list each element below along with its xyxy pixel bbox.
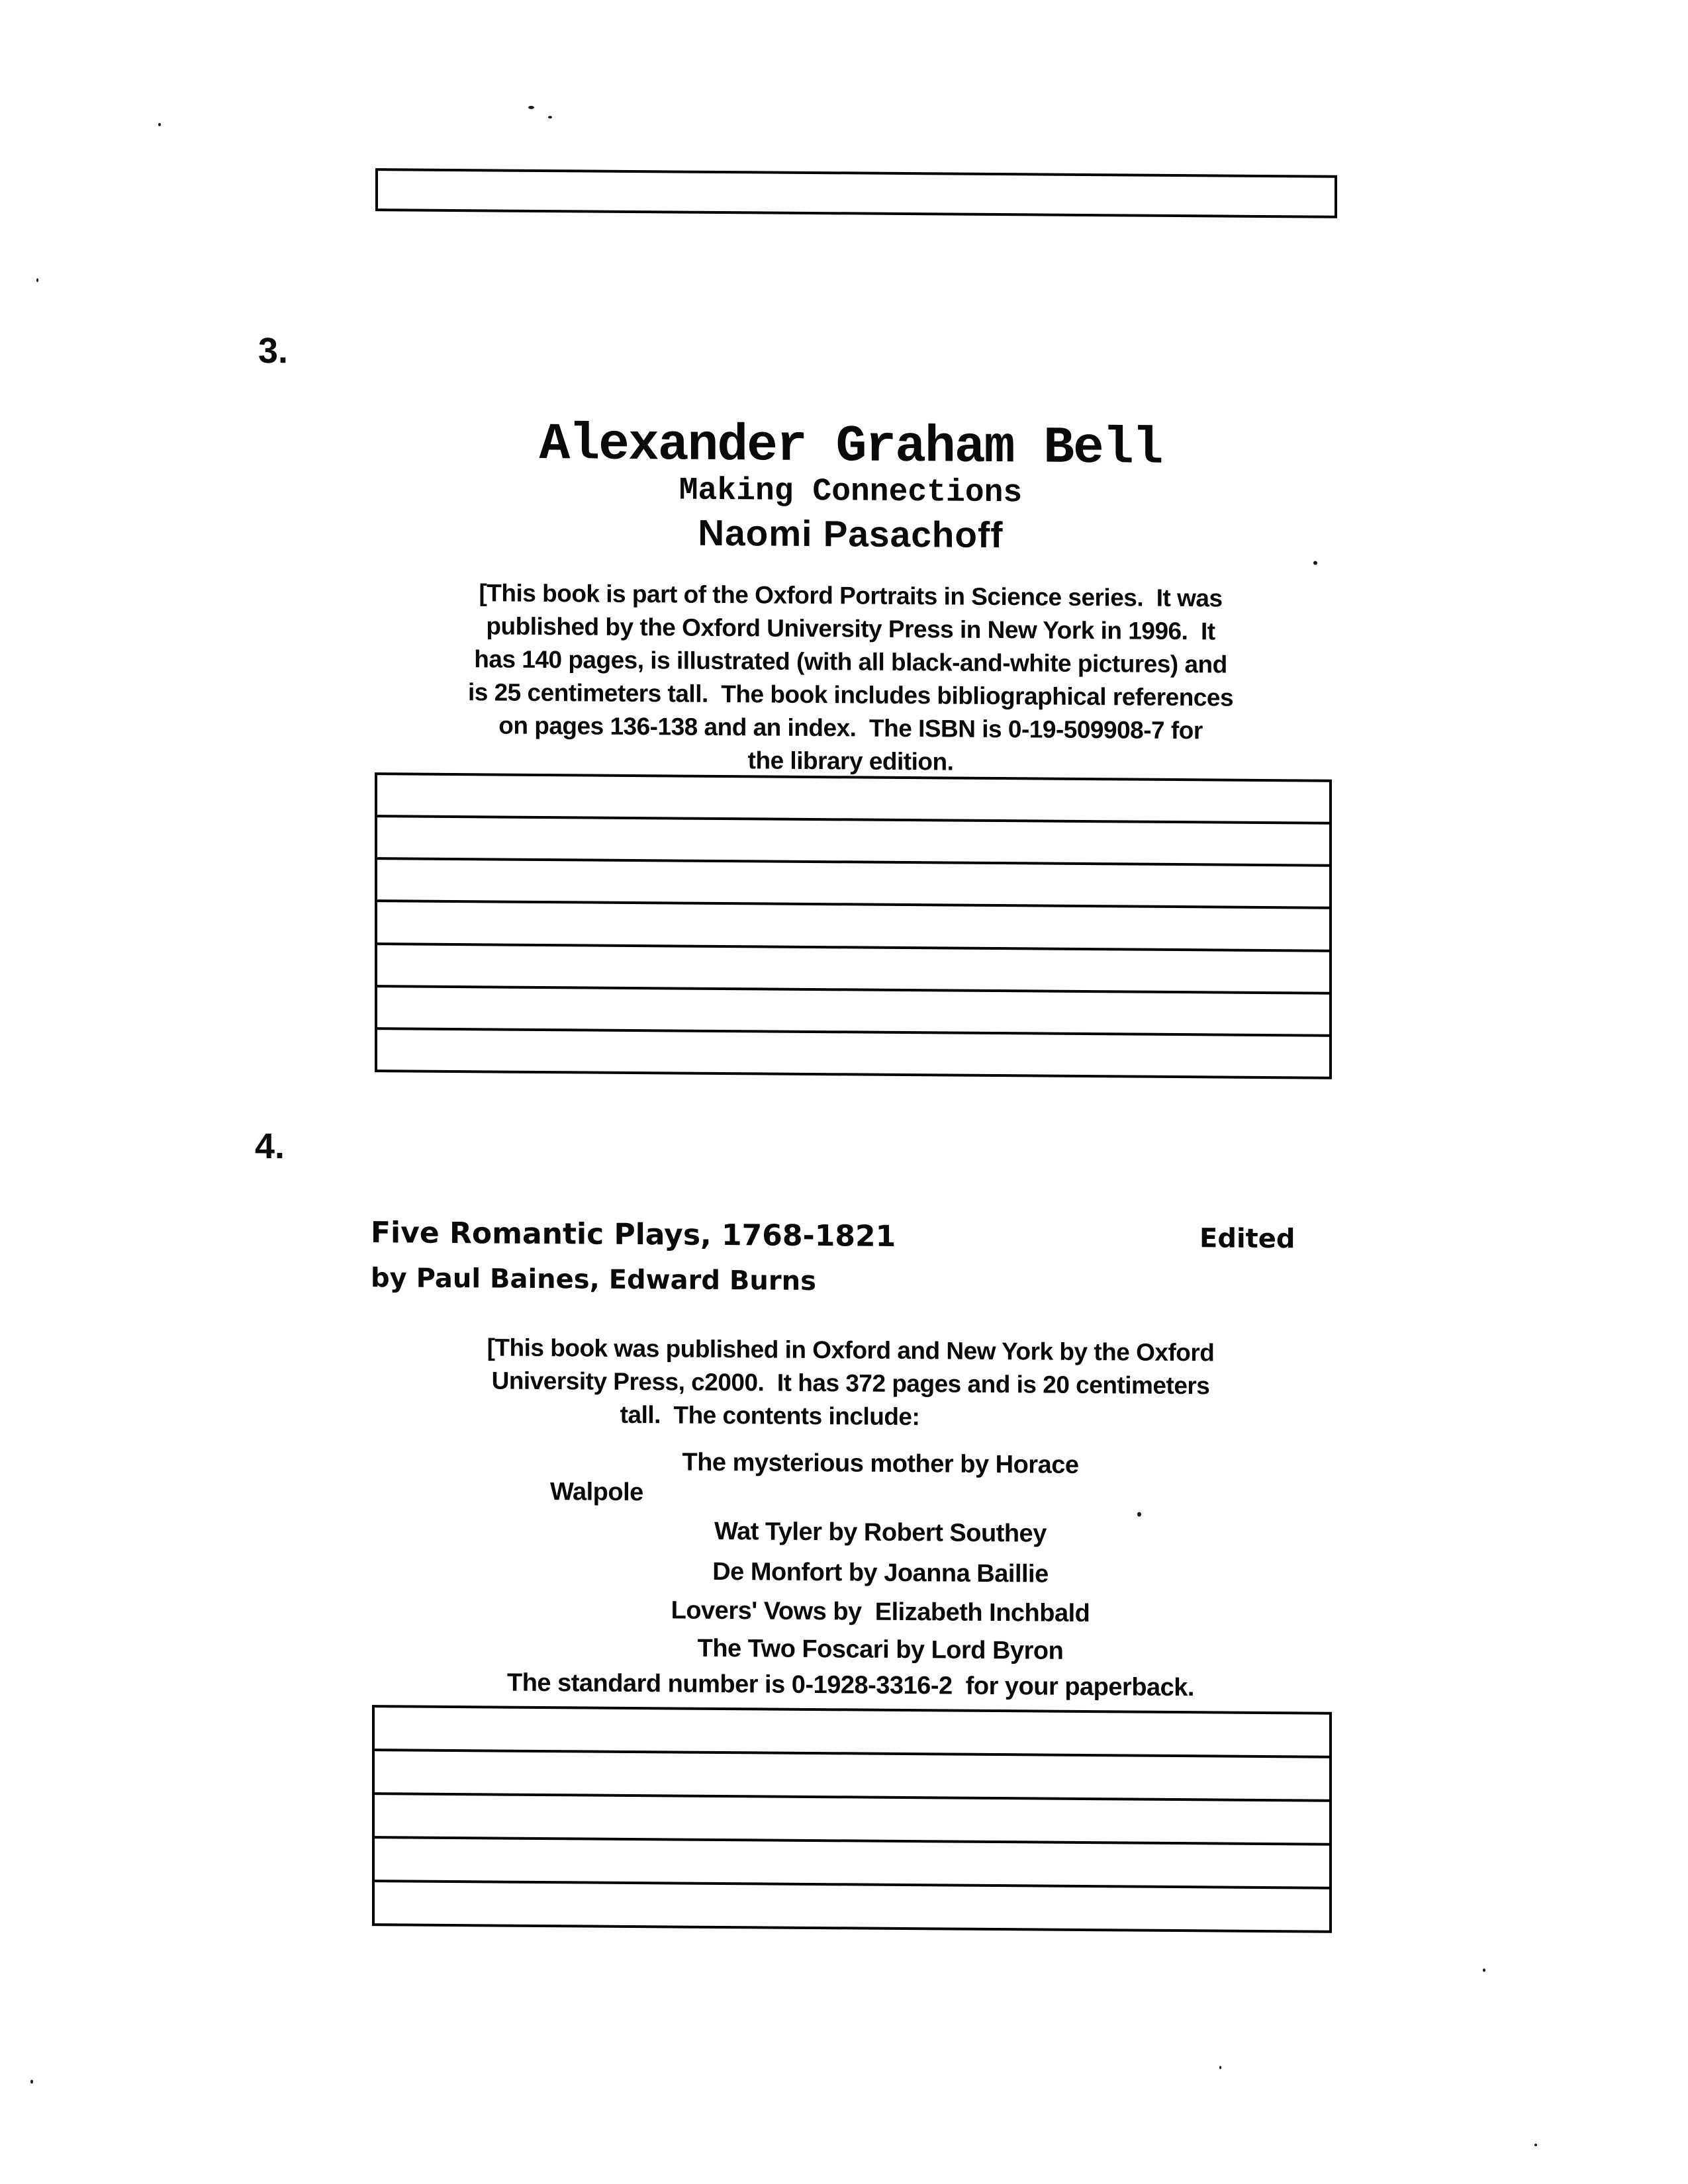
question-number-4: 4. — [255, 1126, 285, 1167]
answer-line — [377, 945, 1329, 995]
question-number-3: 3. — [258, 330, 289, 371]
answer-line — [375, 1839, 1329, 1889]
answer-line — [378, 171, 1335, 216]
description-line: University Press, c2000. It has 372 pages and is 20 centimeters — [491, 1367, 1210, 1400]
book-subtitle-making-connections: Making Connections — [679, 473, 1023, 512]
answer-line — [375, 1882, 1329, 1931]
description-line: has 140 pages, is illustrated (with all black-and-white pictures) and — [474, 645, 1227, 678]
book-title-five-romantic-plays: Five Romantic Plays, 1768-1821 — [371, 1216, 896, 1253]
answer-line — [375, 1707, 1329, 1758]
contents-item: The Two Foscari by Lord Byron — [697, 1634, 1064, 1665]
scan-speck — [1137, 1512, 1141, 1517]
scan-speck — [1219, 2066, 1221, 2070]
answer-line — [377, 860, 1329, 909]
scan-speck — [1534, 2144, 1537, 2146]
answer-box-4[interactable] — [372, 1705, 1332, 1933]
scan-speck — [1313, 561, 1317, 565]
contents-item: The mysterious mother by Horace — [682, 1448, 1079, 1479]
book-byline: by Paul Baines, Edward Burns — [371, 1263, 816, 1297]
contents-list — [357, 1445, 1344, 1717]
description-line: [This book was published in Oxford and New York by the Oxford — [487, 1334, 1215, 1367]
answer-line — [377, 1030, 1329, 1077]
description-line: [This book is part of the Oxford Portraits in Science series. It was — [479, 579, 1223, 612]
contents-item: Lovers' Vows by Elizabeth Inchbald — [671, 1596, 1090, 1628]
edited-label: Edited — [1199, 1223, 1295, 1255]
answer-line — [375, 1751, 1329, 1802]
book-author-naomi-pasachoff: Naomi Pasachoff — [698, 512, 1004, 556]
book-description-3 — [357, 576, 1344, 782]
contents-item-wrap: Walpole — [550, 1478, 643, 1507]
scan-speck — [30, 2079, 33, 2083]
contents-item: De Monfort by Joanna Baillie — [712, 1557, 1049, 1588]
book-title-alexander-graham-bell: Alexander Graham Bell — [539, 415, 1162, 478]
scan-speck — [1483, 1968, 1485, 1972]
standard-number-line: The standard number is 0-1928-3316-2 for your paperback. — [507, 1668, 1194, 1702]
scan-speck — [548, 116, 552, 118]
description-line: published by the Oxford University Press in New York in 1996. It — [486, 612, 1215, 645]
scan-speck — [528, 106, 534, 109]
answer-box-top[interactable] — [375, 168, 1337, 218]
scan-speck — [158, 123, 161, 126]
description-line: is 25 centimeters tall. The book includes bibliographical references — [467, 678, 1234, 711]
answer-line — [377, 987, 1329, 1037]
book-description-4 — [357, 1330, 1344, 1437]
contents-item: Wat Tyler by Robert Southey — [714, 1517, 1047, 1548]
answer-line — [377, 775, 1329, 825]
scan-speck — [36, 278, 38, 282]
description-line: the library edition. — [747, 747, 954, 776]
description-line: on pages 136-138 and an index. The ISBN is 0-19-509908-7 for — [498, 711, 1203, 745]
answer-box-3[interactable] — [375, 772, 1332, 1079]
answer-line — [375, 1795, 1329, 1846]
answer-line — [377, 817, 1329, 867]
description-line: tall. The contents include: — [620, 1400, 920, 1431]
answer-line — [377, 903, 1329, 952]
